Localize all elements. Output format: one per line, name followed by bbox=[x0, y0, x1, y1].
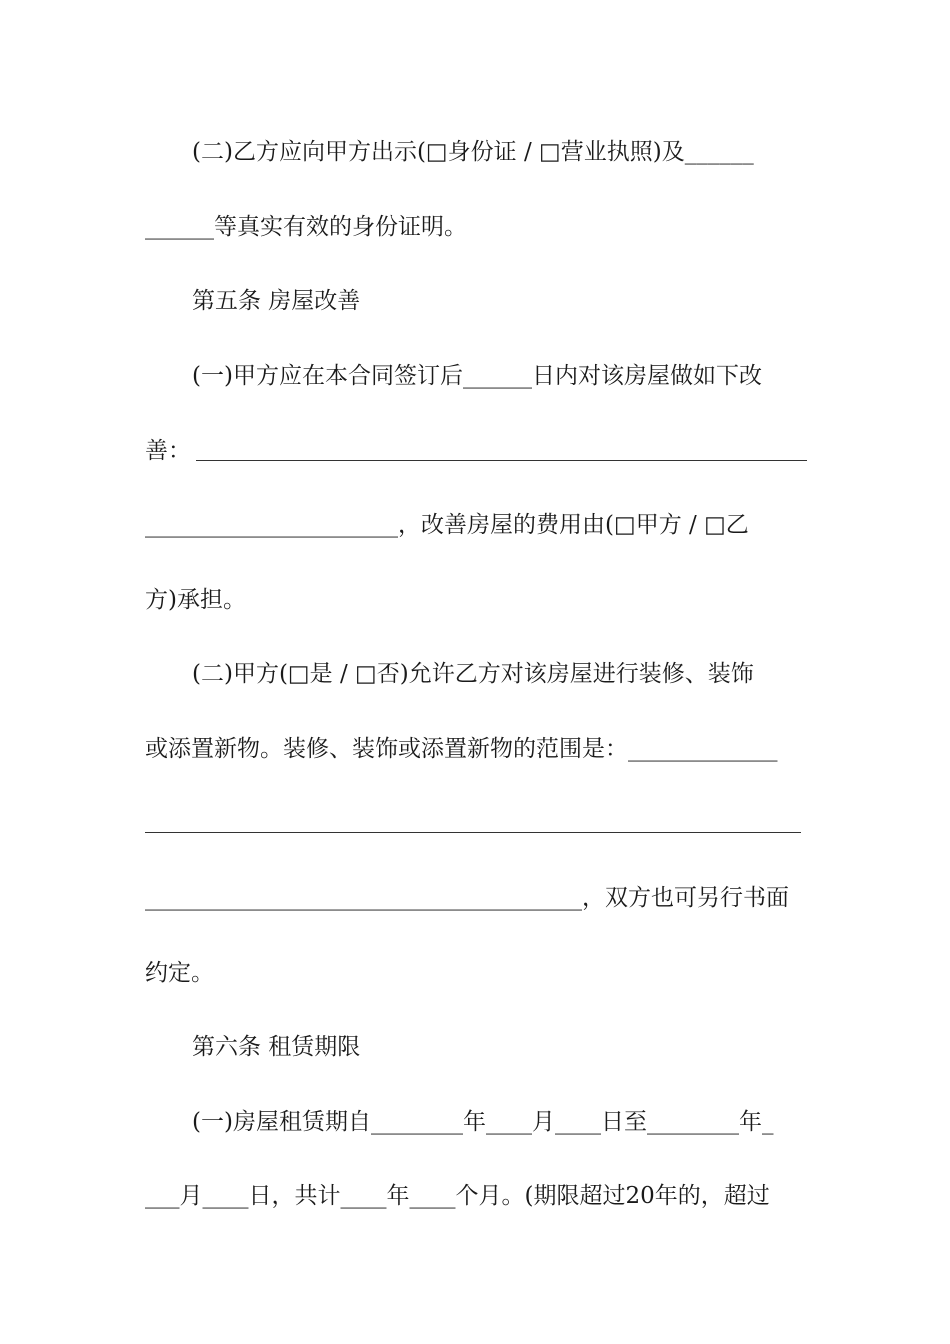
blank-underline-full bbox=[145, 832, 801, 833]
paragraph-line-14: (一)房屋租赁期自________年____月____日至________年_ bbox=[192, 1109, 774, 1135]
paragraph-line-5: 善： bbox=[145, 438, 191, 464]
paragraph-line-9: 或添置新物。装修、装饰或添置新物的范围是：_____________ bbox=[145, 736, 778, 762]
paragraph-line-7: 方)承担。 bbox=[145, 587, 246, 613]
paragraph-line-15: ___月____日，共计____年____个月。(期限超过20年的，超过 bbox=[145, 1183, 770, 1209]
paragraph-line-12: 约定。 bbox=[145, 960, 214, 986]
article-5-heading: 第五条 房屋改善 bbox=[192, 288, 361, 314]
paragraph-line-4: (一)甲方应在本合同签订后______日内对该房屋做如下改 bbox=[192, 363, 762, 389]
blank-underline bbox=[196, 460, 807, 461]
paragraph-line-11: ______________________________________，双方也可另行书面 bbox=[145, 885, 789, 911]
paragraph-line-6: ______________________，改善房屋的费用由(□甲方 / □乙 bbox=[145, 512, 749, 538]
paragraph-line-1: (二)乙方应向甲方出示(□身份证 / □营业执照)及______ bbox=[192, 139, 754, 165]
paragraph-line-8: (二)甲方(□是 / □否)允许乙方对该房屋进行装修、装饰 bbox=[192, 661, 754, 687]
article-6-heading: 第六条 租赁期限 bbox=[192, 1034, 361, 1060]
paragraph-line-2: ______等真实有效的身份证明。 bbox=[145, 214, 467, 240]
